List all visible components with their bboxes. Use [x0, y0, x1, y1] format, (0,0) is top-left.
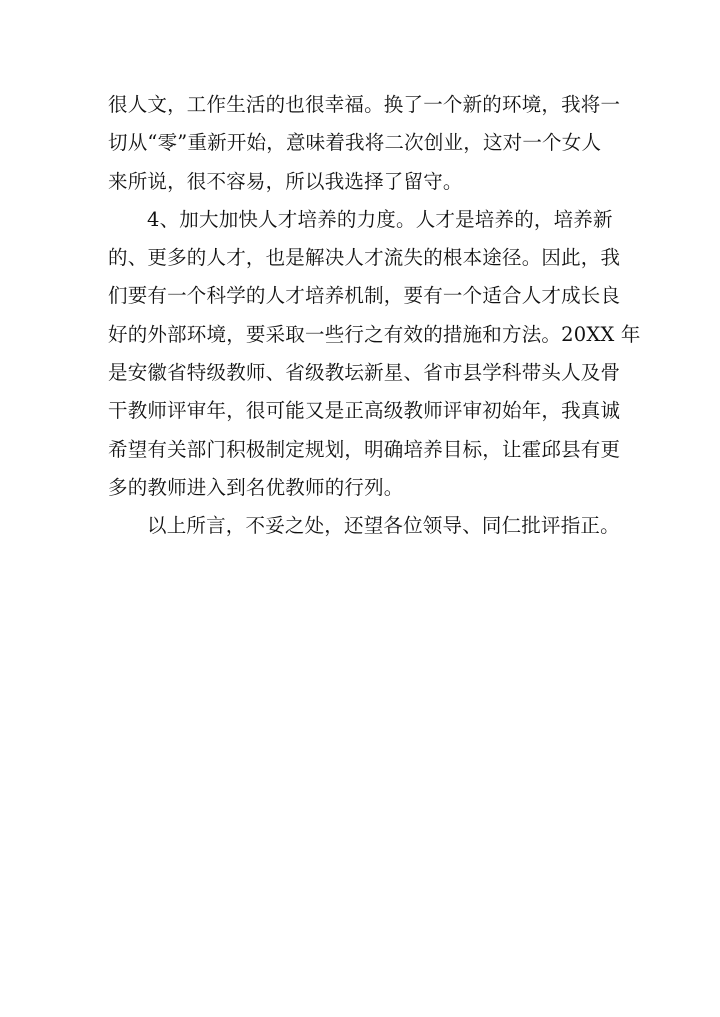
- text-line-4: 4、加大加快人才培养的力度。人才是培养的，培养新: [147, 207, 613, 231]
- text-line-6: 们要有一个科学的人才培养机制，要有一个适合人才成长良: [108, 284, 621, 308]
- text-line-11: 多的教师进入到名优教师的行列。: [108, 475, 404, 499]
- text-line-8: 是安徽省特级教师、省级教坛新星、省市县学科带头人及骨: [108, 361, 621, 385]
- text-line-1: 很人文，工作生活的也很幸福。换了一个新的环境，我将一: [108, 93, 621, 116]
- text-line-2: 切从“零”重新开始，意味着我将二次创业，这对一个女人: [108, 131, 602, 155]
- text-line-3: 来所说，很不容易，所以我选择了留守。: [108, 169, 463, 193]
- text-line-7: 好的外部环境，要采取一些行之有效的措施和方法。20XX 年: [108, 322, 641, 346]
- text-line-10: 希望有关部门积极制定规划，明确培养目标，让霍邱县有更: [108, 437, 621, 461]
- document-body: [108, 86, 641, 546]
- text-line-12: 以上所言，不妥之处，还望各位领导、同仁批评指正。: [147, 514, 620, 538]
- text-line-5: 的、更多的人才，也是解决人才流失的根本途径。因此，我: [108, 246, 621, 270]
- text-line-9: 干教师评审年，很可能又是正高级教师评审初始年，我真诚: [108, 399, 621, 423]
